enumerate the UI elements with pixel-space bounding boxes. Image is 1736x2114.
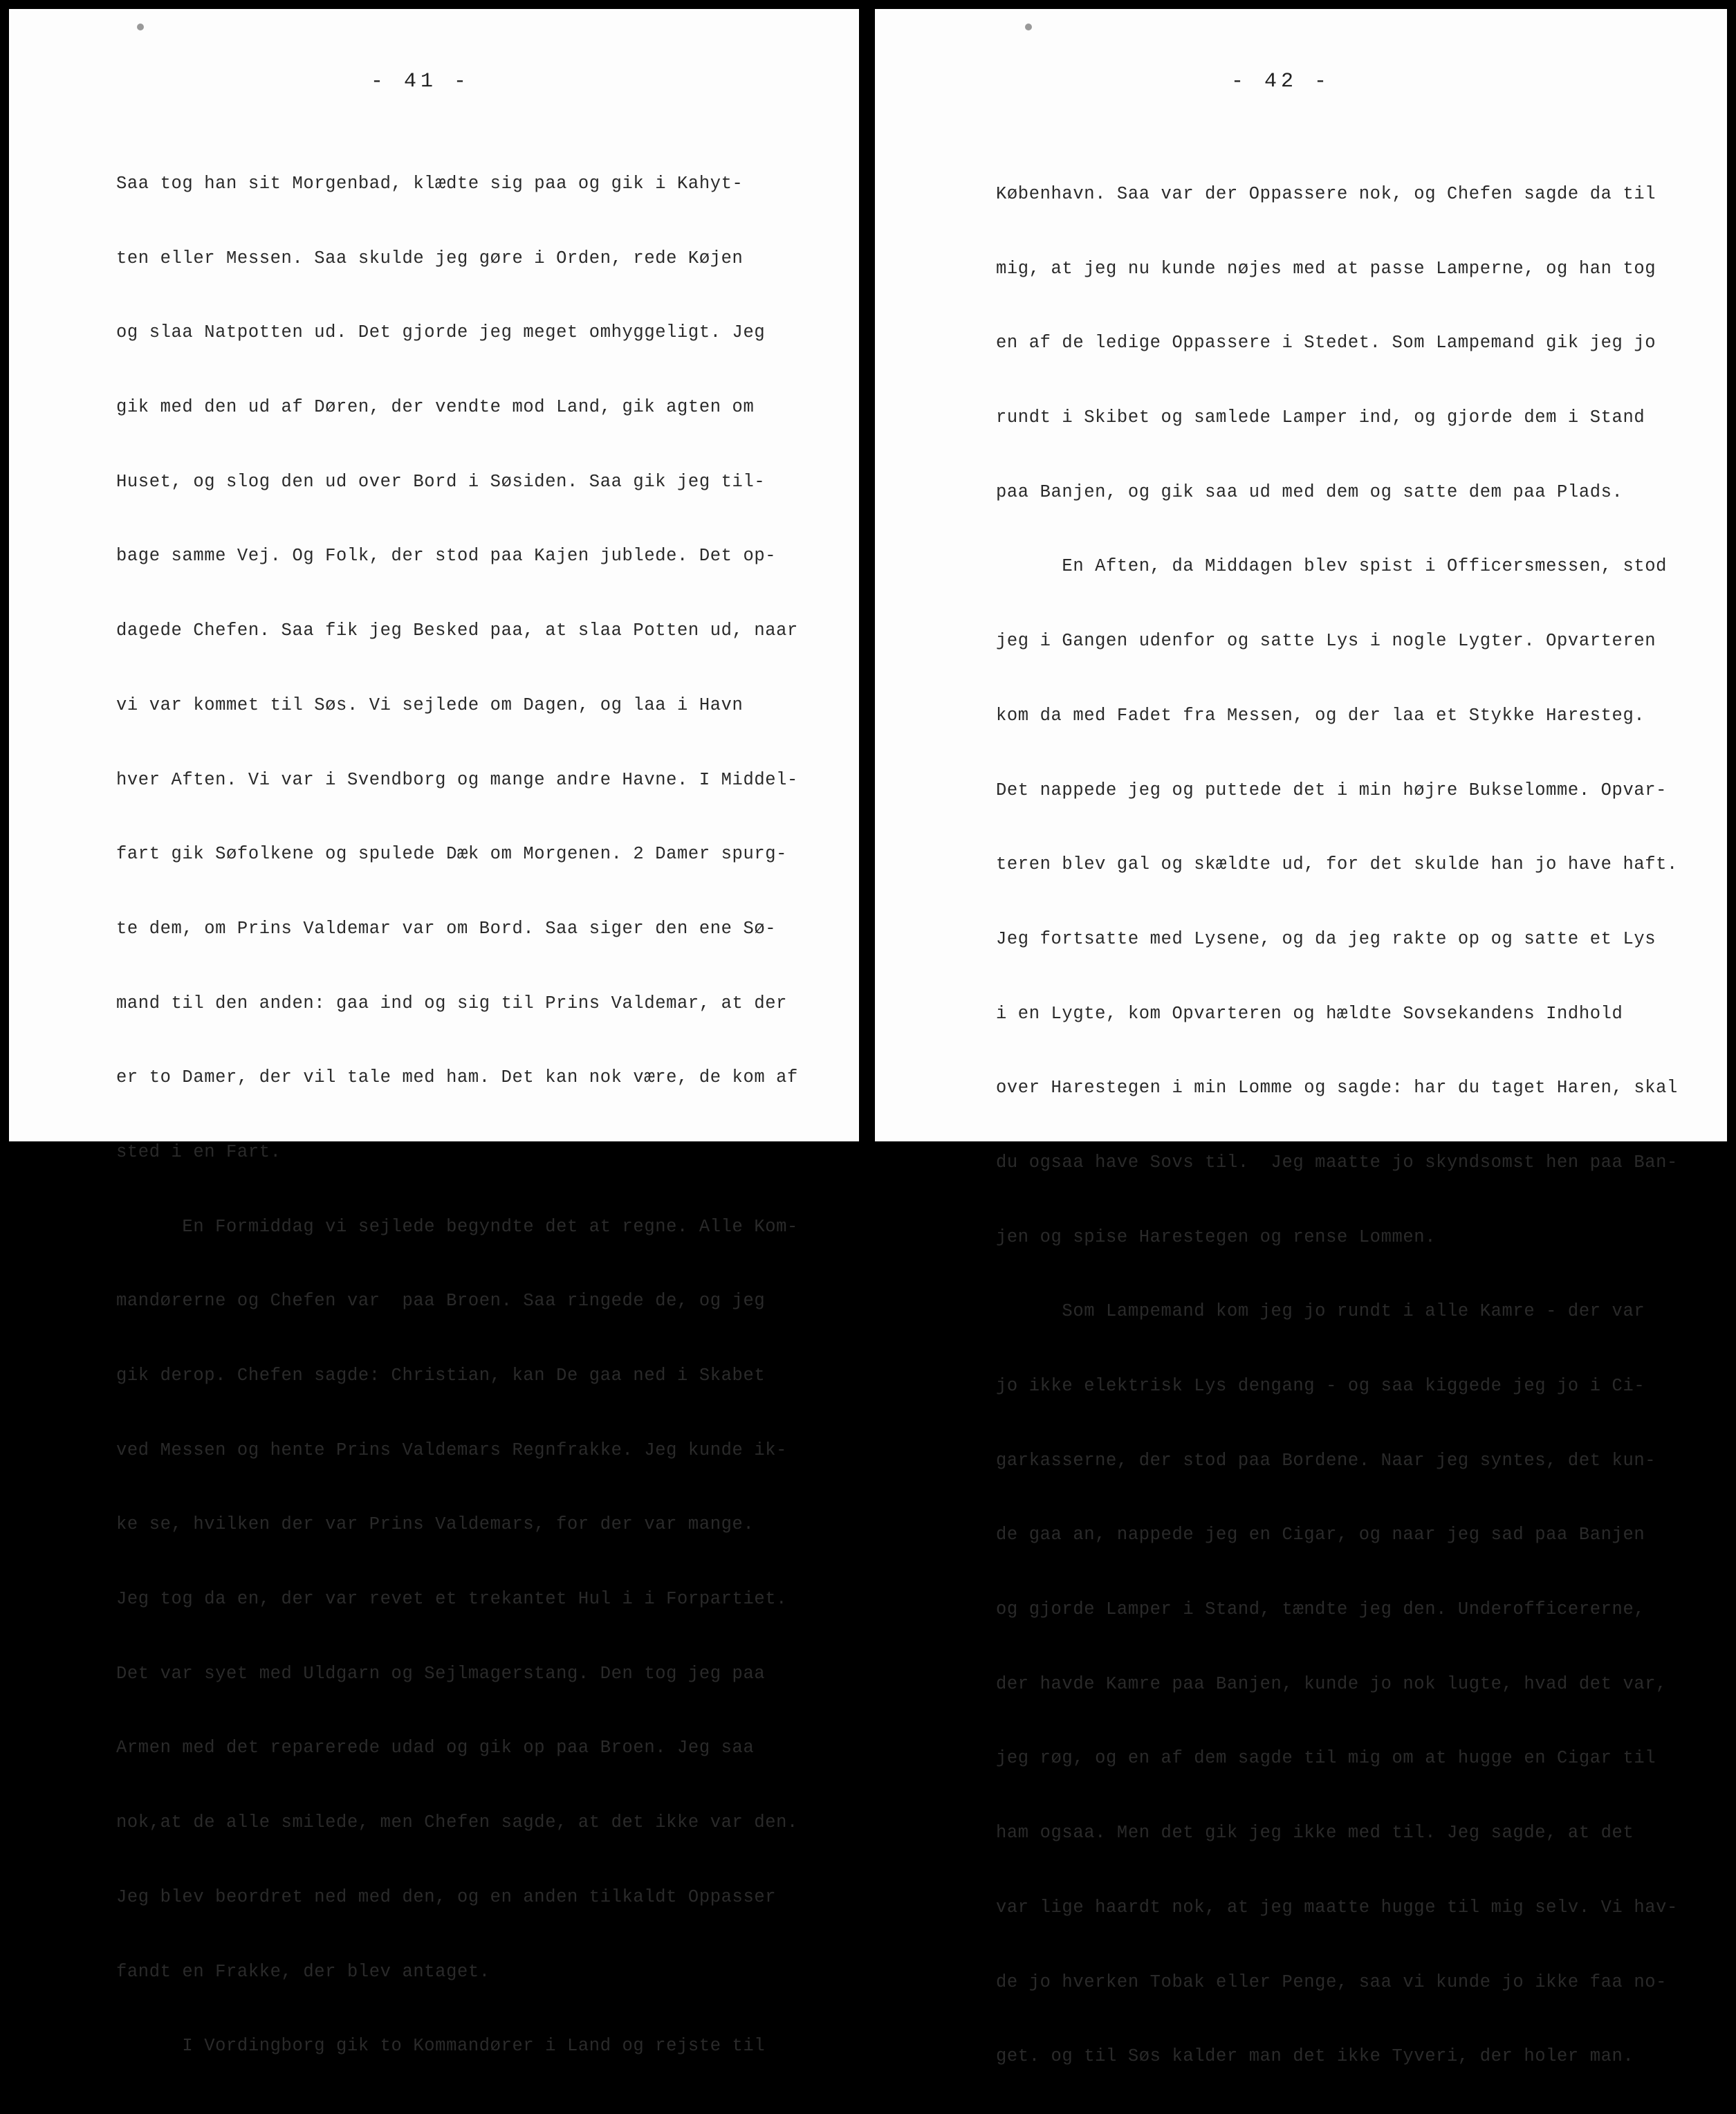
text-line: er to Damer, der vil tale med ham. Det kan nok være, de kom af <box>116 1067 798 1088</box>
page-number: - 42 - <box>1231 70 1331 93</box>
page-text <box>116 127 798 2104</box>
text-line: og slaa Natpotten ud. Det gjorde jeg meget omhyggeligt. Jeg <box>116 322 766 343</box>
text-line: de gaa an, nappede jeg en Cigar, og naar jeg sad paa Banjen <box>996 1525 1645 1545</box>
text-line: en af de ledige Oppassere i Stedet. Som Lampemand gik jeg jo <box>996 333 1656 353</box>
text-line: hver Aften. Vi var i Svendborg og mange andre Havne. I Middel- <box>116 769 798 790</box>
text-line: teren blev gal og skældte ud, for det skulde han jo have haft. <box>996 854 1678 875</box>
text-line: En Formiddag vi sejlede begyndte det at regne. Alle Kom- <box>116 1216 798 1237</box>
text-line: mig, at jeg nu kunde nøjes med at passe Lamperne, og han tog <box>996 258 1656 279</box>
text-line: over Harestegen i min Lomme og sagde: har du taget Haren, skal <box>996 1078 1678 1099</box>
text-line: En Aften, da Middagen blev spist i Officersmessen, stod <box>996 556 1668 577</box>
text-line: jeg røg, og en af dem sagde til mig om at hugge en Cigar til <box>996 1748 1656 1769</box>
text-line: garkasserne, der stod paa Bordene. Naar jeg syntes, det kun- <box>996 1450 1656 1471</box>
text-line: Det nappede jeg og puttede det i min højre Bukselomme. Opvar- <box>996 780 1668 800</box>
text-line: var lige haardt nok, at jeg maatte hugge til mig selv. Vi hav- <box>996 1897 1678 1918</box>
text-line: jen og spise Harestegen og rense Lommen. <box>996 1226 1437 1247</box>
text-line: gik derop. Chefen sagde: Christian, kan De gaa ned i Skabet <box>116 1366 766 1386</box>
text-line: nok,at de alle smilede, men Chefen sagde, at det ikke var den. <box>116 1812 798 1833</box>
text-line: fandt en Frakke, der blev antaget. <box>116 1961 490 1982</box>
text-line: kom da med Fadet fra Messen, og der laa et Stykke Haresteg. <box>996 705 1645 726</box>
text-line: Huset, og slog den ud over Bord i Søsiden. Saa gik jeg til- <box>116 471 766 492</box>
text-line: du ogsaa have Sovs til. Jeg maatte jo skyndsomst hen paa Ban- <box>996 1152 1678 1173</box>
text-line: Armen med det reparerede udad og gik op paa Broen. Jeg saa <box>116 1738 755 1758</box>
text-line: ke se, hvilken der var Prins Valdemars, for der var mange. <box>116 1514 755 1535</box>
text-line: København. Saa var der Oppassere nok, og Chefen sagde da til <box>996 184 1656 204</box>
text-line: Det var syet med Uldgarn og Sejlmagerstang. Den tog jeg paa <box>116 1663 766 1684</box>
page-right <box>875 9 1727 2067</box>
text-line: dagede Chefen. Saa fik jeg Besked paa, at slaa Potten ud, naar <box>116 621 798 641</box>
text-line: vi var kommet til Søs. Vi sejlede om Dagen, og laa i Havn <box>116 695 744 715</box>
text-line: ham ogsaa. Men det gik jeg ikke med til. Jeg sagde, at det <box>996 1823 1634 1844</box>
punch-hole-mark <box>137 24 144 30</box>
text-line: bage samme Vej. Og Folk, der stod paa Kajen jublede. Det op- <box>116 546 777 567</box>
text-line: Jeg blev beordret ned med den, og en anden tilkaldt Oppasser <box>116 1886 777 1907</box>
text-line: ten eller Messen. Saa skulde jeg gøre i Orden, rede Køjen <box>116 248 744 268</box>
text-line: i en Lygte, kom Opvarteren og hældte Sovsekandens Indhold <box>996 1003 1623 1024</box>
text-line: mandørerne og Chefen var paa Broen. Saa ringede de, og jeg <box>116 1291 766 1312</box>
text-line: fart gik Søfolkene og spulede Dæk om Morgenen. 2 Damer spurg- <box>116 844 788 865</box>
text-line: mand til den anden: gaa ind og sig til Prins Valdemar, at der <box>116 993 788 1013</box>
text-line: I Vordingborg gik to Kommandører i Land og rejste til <box>116 2036 766 2057</box>
text-line: Som Lampemand kom jeg jo rundt i alle Kamre - der var <box>996 1301 1645 1322</box>
text-line: get. og til Søs kalder man det ikke Tyveri, der holer man. <box>996 2046 1634 2067</box>
text-line: og gjorde Lamper i Stand, tændte jeg den. Underofficererne, <box>996 1599 1645 1620</box>
text-line: Jeg tog da en, der var revet et trekantet Hul i i Forpartiet. <box>116 1589 788 1610</box>
text-line: jeg i Gangen udenfor og satte Lys i nogle Lygter. Opvarteren <box>996 631 1656 652</box>
text-line: der havde Kamre paa Banjen, kunde jo nok lugte, hvad det var, <box>996 1673 1668 1694</box>
text-line: de jo hverken Tobak eller Penge, saa vi kunde jo ikke faa no- <box>996 1971 1668 1992</box>
text-line: Saa tog han sit Morgenbad, klædte sig paa og gik i Kahyt- <box>116 174 744 194</box>
page-text <box>996 137 1678 2114</box>
text-line: rundt i Skibet og samlede Lamper ind, og gjorde dem i Stand <box>996 407 1645 428</box>
text-line: Jeg fortsatte med Lysene, og da jeg rakte op og satte et Lys <box>996 928 1656 949</box>
text-line: paa Banjen, og gik saa ud med dem og satte dem paa Plads. <box>996 481 1623 502</box>
page-left <box>9 9 859 2057</box>
page-number: - 41 - <box>371 70 471 93</box>
text-line: gik med den ud af Døren, der vendte mod Land, gik agten om <box>116 397 755 418</box>
text-line: sted i en Fart. <box>116 1141 281 1162</box>
text-line: te dem, om Prins Valdemar var om Bord. Saa siger den ene Sø- <box>116 918 777 939</box>
text-line: jo ikke elektrisk Lys dengang - og saa kiggede jeg jo i Ci- <box>996 1376 1645 1396</box>
text-line: ved Messen og hente Prins Valdemars Regnfrakke. Jeg kunde ik- <box>116 1440 788 1460</box>
punch-hole-mark <box>1025 24 1032 30</box>
